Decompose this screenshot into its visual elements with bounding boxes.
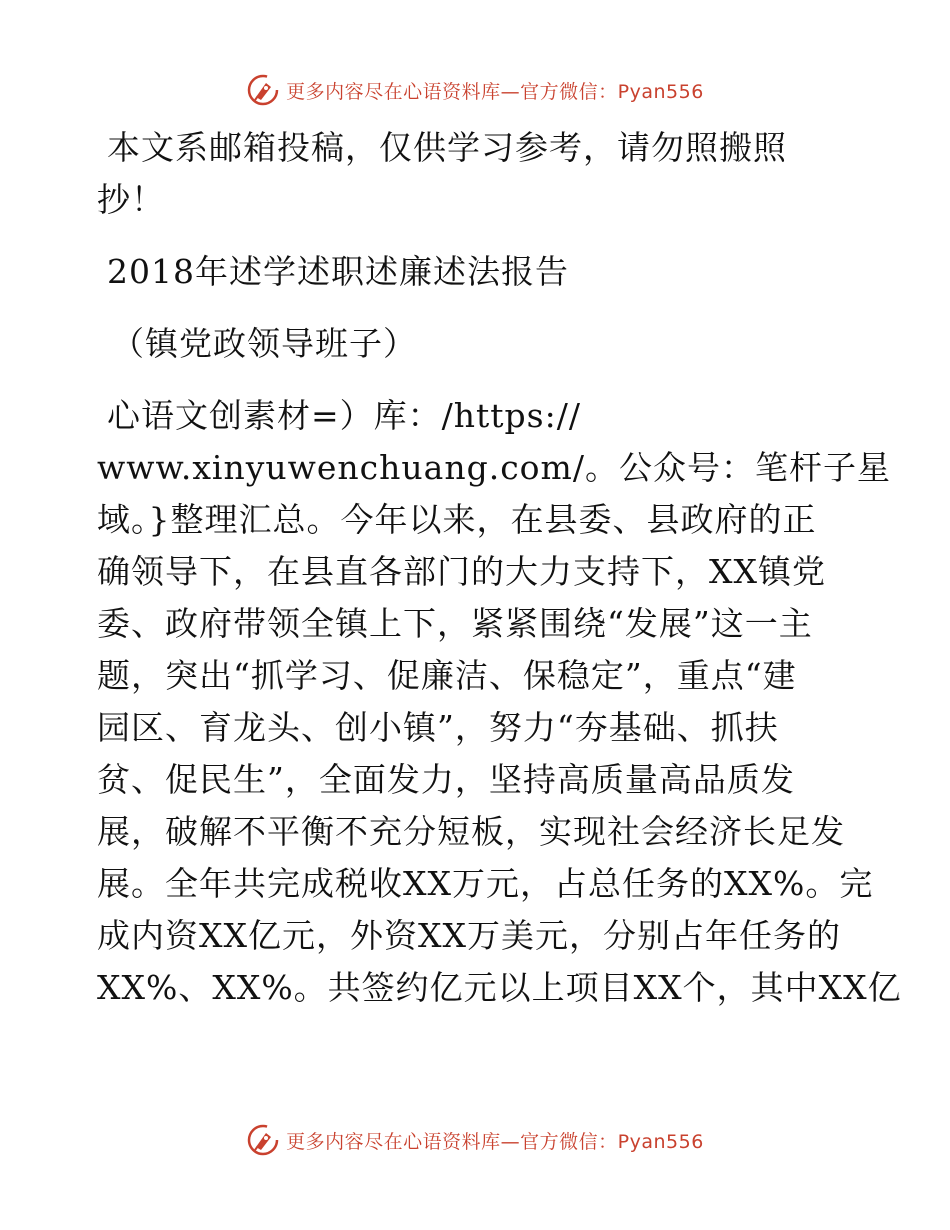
body-line: 园区、育龙头、创小镇”，努力“夯基础、抓扶 (97, 708, 779, 747)
document-title: 2018年述学述职述廉述法报告 (107, 252, 569, 291)
footer-watermark-banner (0, 1120, 950, 1160)
pen-nib-logo-icon (246, 73, 280, 107)
body-line: 域。}整理汇总。今年以来，在县委、县政府的正 (97, 500, 817, 539)
body-line: www.xinyuwenchuang.com/。公众号：笔杆子星 (97, 448, 891, 487)
notice-line: 本文系邮箱投稿，仅供学习参考，请勿照搬照 (107, 128, 787, 167)
document-subtitle: （镇党政领导班子） (111, 324, 417, 363)
wechat-contact: Pyan556 (617, 80, 704, 103)
body-line: 成内资XX亿元，外资XX万美元，分别占年任务的 (97, 916, 841, 955)
body-line: 心语文创素材=）库：/https:// (107, 396, 581, 435)
wechat-contact: Pyan556 (617, 1130, 704, 1153)
body-line: XX%、XX%。共签约亿元以上项目XX个，其中XX亿 (97, 968, 902, 1007)
body-line: 展，破解不平衡不充分短板，实现社会经济长足发 (97, 812, 845, 851)
banner-text: 更多内容尽在心语资料库—官方微信：Pyan556 (286, 80, 704, 103)
body-line: 确领导下，在县直各部门的大力支持下，XX镇党 (97, 552, 826, 591)
header-watermark-banner (0, 70, 950, 110)
body-line: 委、政府带领全镇上下，紧紧围绕“发展”这一主 (97, 604, 813, 643)
body-line: 题，突出“抓学习、促廉洁、保稳定”，重点“建 (97, 656, 797, 695)
notice-line: 抄！ (97, 180, 165, 219)
document-body (97, 122, 902, 1014)
body-line: 贫、促民生”，全面发力，坚持高质量高品质发 (97, 760, 795, 799)
banner-text: 更多内容尽在心语资料库—官方微信：Pyan556 (286, 1130, 704, 1153)
body-line: 展。全年共完成税收XX万元，占总任务的XX%。完 (97, 864, 874, 903)
pen-nib-logo-icon (246, 1123, 280, 1157)
